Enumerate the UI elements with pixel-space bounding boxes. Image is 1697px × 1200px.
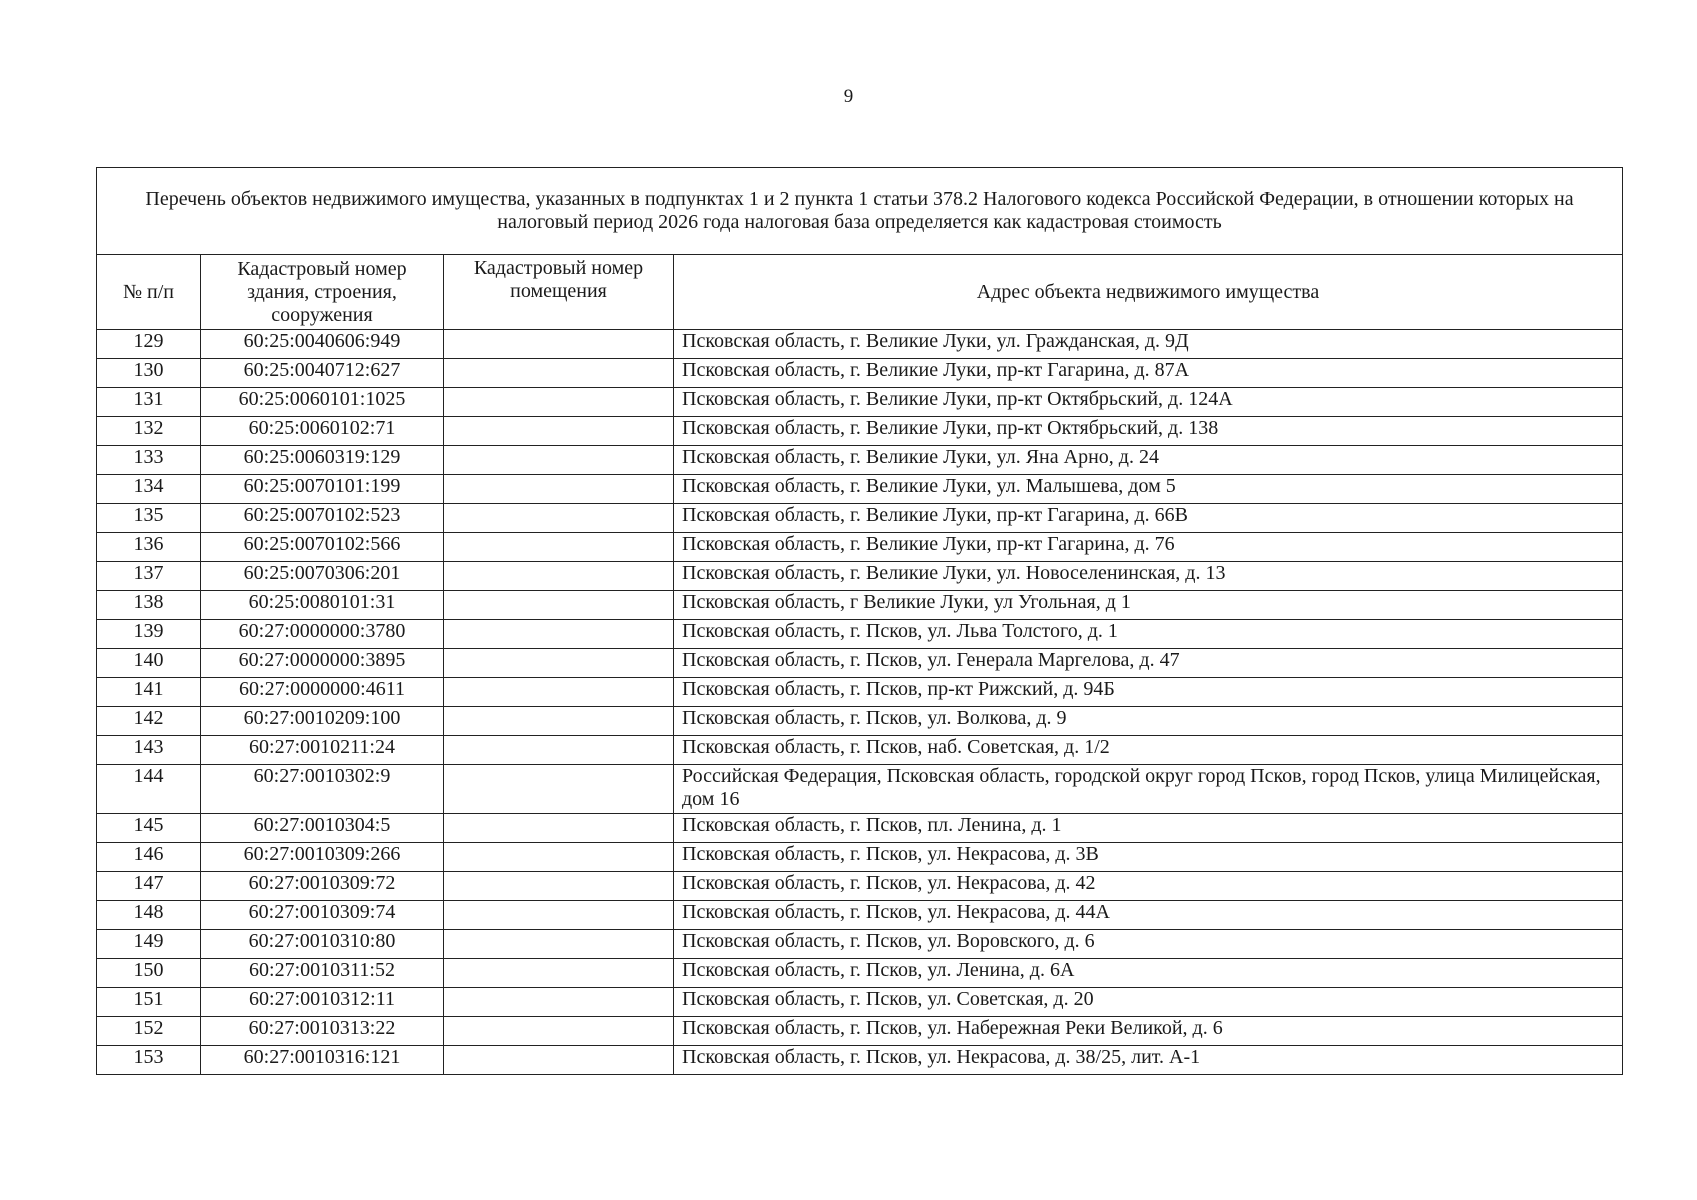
address-cell: Псковская область, г. Псков, ул. Советская, д. 20 [674, 988, 1623, 1017]
table-row [97, 1046, 1623, 1075]
building-cadastral-number-cell: 60:27:0010309:74 [201, 901, 444, 930]
address-cell: Псковская область, г. Великие Луки, ул. Новоселенинская, д. 13 [674, 562, 1623, 591]
row-number-cell: 146 [97, 843, 201, 872]
building-cadastral-number-cell: 60:27:0010302:9 [201, 765, 444, 814]
building-cadastral-number-cell: 60:27:0010211:24 [201, 736, 444, 765]
address-cell: Псковская область, г. Великие Луки, пр-кт Гагарина, д. 66В [674, 504, 1623, 533]
table-row [97, 330, 1623, 359]
row-number-cell: 145 [97, 814, 201, 843]
row-number-cell: 139 [97, 620, 201, 649]
premises-cadastral-number-cell [444, 1017, 674, 1046]
building-cadastral-number-cell: 60:25:0040712:627 [201, 359, 444, 388]
row-number-cell: 136 [97, 533, 201, 562]
address-cell: Псковская область, г. Псков, ул. Некрасова, д. 38/25, лит. А-1 [674, 1046, 1623, 1075]
building-cadastral-number-cell: 60:25:0070101:199 [201, 475, 444, 504]
premises-cadastral-number-cell [444, 475, 674, 504]
table-row [97, 533, 1623, 562]
address-cell: Псковская область, г. Псков, ул. Воровского, д. 6 [674, 930, 1623, 959]
table-row [97, 446, 1623, 475]
table-row [97, 562, 1623, 591]
row-number-cell: 142 [97, 707, 201, 736]
address-cell: Псковская область, г. Псков, ул. Ленина, д. 6А [674, 959, 1623, 988]
table-row [97, 417, 1623, 446]
header-address: Адрес объекта недвижимого имущества [674, 255, 1623, 330]
address-cell: Псковская область, г. Псков, пр-кт Рижский, д. 94Б [674, 678, 1623, 707]
row-number-cell: 152 [97, 1017, 201, 1046]
row-number-cell: 134 [97, 475, 201, 504]
row-number-cell: 150 [97, 959, 201, 988]
row-number-cell: 132 [97, 417, 201, 446]
premises-cadastral-number-cell [444, 446, 674, 475]
table-body [97, 330, 1623, 1075]
premises-cadastral-number-cell [444, 1046, 674, 1075]
premises-cadastral-number-cell [444, 533, 674, 562]
table-caption: Перечень объектов недвижимого имущества, указанных в подпунктах 1 и 2 пункта 1 статьи 378.2 Налогового кодекса Российской Федерации, в отношении которых на налоговый период 2026 года налоговая база определяется как кадастровая стоимость [97, 168, 1623, 255]
table-row [97, 843, 1623, 872]
table-row [97, 765, 1623, 814]
premises-cadastral-number-cell [444, 417, 674, 446]
address-cell: Псковская область, г. Великие Луки, пр-кт Гагарина, д. 87А [674, 359, 1623, 388]
building-cadastral-number-cell: 60:25:0060101:1025 [201, 388, 444, 417]
building-cadastral-number-cell: 60:27:0000000:3780 [201, 620, 444, 649]
address-cell: Псковская область, г. Псков, ул. Набережная Реки Великой, д. 6 [674, 1017, 1623, 1046]
row-number-cell: 137 [97, 562, 201, 591]
address-cell: Псковская область, г. Псков, ул. Некрасова, д. 44А [674, 901, 1623, 930]
building-cadastral-number-cell: 60:27:0010311:52 [201, 959, 444, 988]
table-row [97, 930, 1623, 959]
table-row [97, 872, 1623, 901]
address-cell: Псковская область, г. Великие Луки, пр-кт Гагарина, д. 76 [674, 533, 1623, 562]
building-cadastral-number-cell: 60:25:0060102:71 [201, 417, 444, 446]
address-cell: Псковская область, г. Псков, ул. Некрасова, д. 42 [674, 872, 1623, 901]
row-number-cell: 138 [97, 591, 201, 620]
table-row [97, 736, 1623, 765]
table-row [97, 1017, 1623, 1046]
property-registry-table [96, 167, 1623, 1075]
building-cadastral-number-cell: 60:25:0060319:129 [201, 446, 444, 475]
row-number-cell: 149 [97, 930, 201, 959]
address-cell: Псковская область, г. Великие Луки, пр-кт Октябрьский, д. 124А [674, 388, 1623, 417]
page-number: 9 [843, 86, 854, 107]
address-cell: Псковская область, г. Псков, наб. Советская, д. 1/2 [674, 736, 1623, 765]
building-cadastral-number-cell: 60:25:0070102:523 [201, 504, 444, 533]
header-row-number: № п/п [97, 255, 201, 330]
premises-cadastral-number-cell [444, 359, 674, 388]
premises-cadastral-number-cell [444, 959, 674, 988]
premises-cadastral-number-cell [444, 562, 674, 591]
premises-cadastral-number-cell [444, 678, 674, 707]
premises-cadastral-number-cell [444, 620, 674, 649]
row-number-cell: 131 [97, 388, 201, 417]
address-cell: Псковская область, г. Великие Луки, ул. Яна Арно, д. 24 [674, 446, 1623, 475]
premises-cadastral-number-cell [444, 872, 674, 901]
premises-cadastral-number-cell [444, 814, 674, 843]
header-building-cadastral-number: Кадастровый номер здания, строения, сооружения [201, 255, 444, 330]
address-cell: Российская Федерация, Псковская область, городской округ город Псков, город Псков, улица Милицейская, дом 16 [674, 765, 1623, 814]
row-number-cell: 129 [97, 330, 201, 359]
table-row [97, 620, 1623, 649]
premises-cadastral-number-cell [444, 736, 674, 765]
row-number-cell: 133 [97, 446, 201, 475]
row-number-cell: 148 [97, 901, 201, 930]
address-cell: Псковская область, г. Псков, ул. Некрасова, д. 3В [674, 843, 1623, 872]
premises-cadastral-number-cell [444, 504, 674, 533]
table-row [97, 475, 1623, 504]
premises-cadastral-number-cell [444, 843, 674, 872]
table-row [97, 814, 1623, 843]
row-number-cell: 135 [97, 504, 201, 533]
premises-cadastral-number-cell [444, 988, 674, 1017]
table-row [97, 359, 1623, 388]
address-cell: Псковская область, г. Псков, пл. Ленина, д. 1 [674, 814, 1623, 843]
table-row [97, 388, 1623, 417]
building-cadastral-number-cell: 60:27:0010310:80 [201, 930, 444, 959]
building-cadastral-number-cell: 60:27:0010309:266 [201, 843, 444, 872]
building-cadastral-number-cell: 60:27:0000000:4611 [201, 678, 444, 707]
premises-cadastral-number-cell [444, 330, 674, 359]
building-cadastral-number-cell: 60:27:0010209:100 [201, 707, 444, 736]
row-number-cell: 130 [97, 359, 201, 388]
table-row [97, 649, 1623, 678]
premises-cadastral-number-cell [444, 707, 674, 736]
row-number-cell: 140 [97, 649, 201, 678]
address-cell: Псковская область, г. Великие Луки, пр-кт Октябрьский, д. 138 [674, 417, 1623, 446]
table-row [97, 901, 1623, 930]
address-cell: Псковская область, г. Великие Луки, ул. Малышева, дом 5 [674, 475, 1623, 504]
header-premises-cadastral-number: Кадастровый номер помещения [444, 255, 674, 330]
building-cadastral-number-cell: 60:25:0040606:949 [201, 330, 444, 359]
premises-cadastral-number-cell [444, 930, 674, 959]
building-cadastral-number-cell: 60:27:0010316:121 [201, 1046, 444, 1075]
table-row [97, 591, 1623, 620]
address-cell: Псковская область, г. Псков, ул. Льва Толстого, д. 1 [674, 620, 1623, 649]
building-cadastral-number-cell: 60:27:0010312:11 [201, 988, 444, 1017]
address-cell: Псковская область, г. Великие Луки, ул. Гражданская, д. 9Д [674, 330, 1623, 359]
premises-cadastral-number-cell [444, 649, 674, 678]
row-number-cell: 144 [97, 765, 201, 814]
building-cadastral-number-cell: 60:27:0000000:3895 [201, 649, 444, 678]
table-row [97, 988, 1623, 1017]
premises-cadastral-number-cell [444, 901, 674, 930]
premises-cadastral-number-cell [444, 388, 674, 417]
row-number-cell: 151 [97, 988, 201, 1017]
table-row [97, 504, 1623, 533]
address-cell: Псковская область, г. Псков, ул. Волкова, д. 9 [674, 707, 1623, 736]
building-cadastral-number-cell: 60:25:0070306:201 [201, 562, 444, 591]
building-cadastral-number-cell: 60:27:0010304:5 [201, 814, 444, 843]
table-row [97, 959, 1623, 988]
row-number-cell: 147 [97, 872, 201, 901]
table-row [97, 707, 1623, 736]
address-cell: Псковская область, г Великие Луки, ул Угольная, д 1 [674, 591, 1623, 620]
building-cadastral-number-cell: 60:27:0010313:22 [201, 1017, 444, 1046]
address-cell: Псковская область, г. Псков, ул. Генерала Маргелова, д. 47 [674, 649, 1623, 678]
building-cadastral-number-cell: 60:27:0010309:72 [201, 872, 444, 901]
building-cadastral-number-cell: 60:25:0070102:566 [201, 533, 444, 562]
premises-cadastral-number-cell [444, 765, 674, 814]
row-number-cell: 141 [97, 678, 201, 707]
building-cadastral-number-cell: 60:25:0080101:31 [201, 591, 444, 620]
row-number-cell: 153 [97, 1046, 201, 1075]
row-number-cell: 143 [97, 736, 201, 765]
table-row [97, 678, 1623, 707]
premises-cadastral-number-cell [444, 591, 674, 620]
